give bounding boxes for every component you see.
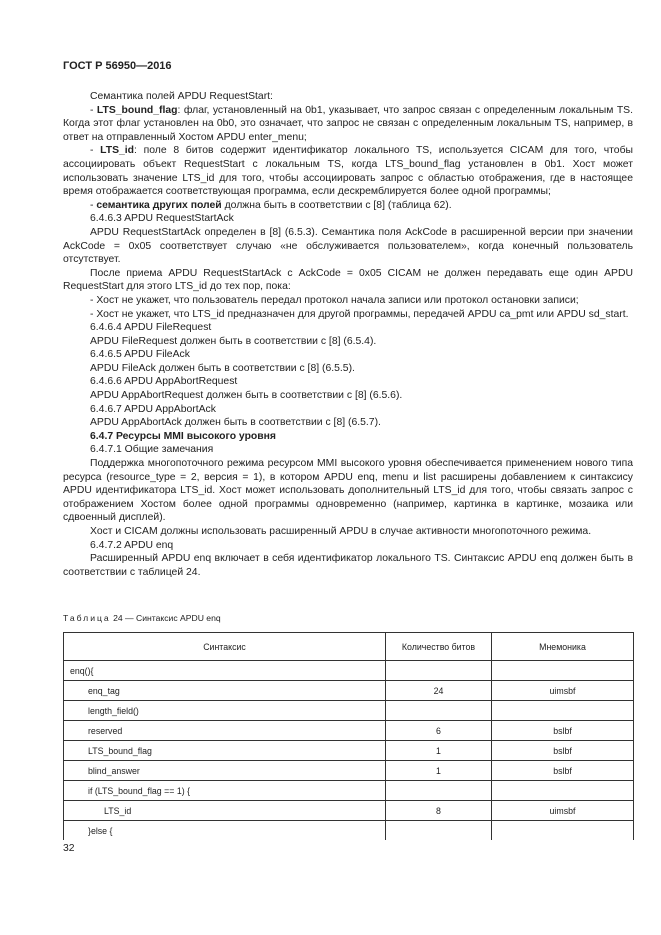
- page-number: 32: [63, 843, 75, 854]
- paragraph-text: Хост и CICAM должны использовать расширенный APDU в случае активности многопоточного режима.: [90, 526, 592, 537]
- paragraph-text: 6.4.6.4 APDU FileRequest: [90, 322, 212, 334]
- paragraph-text: 6.4.6.7 APDU AppAbortAck: [90, 403, 216, 415]
- paragraph: [63, 226, 633, 267]
- paragraph: [63, 375, 633, 389]
- cell-bits: [386, 781, 492, 801]
- table-row: [64, 701, 634, 721]
- paragraph-text: - Хост не укажет, что пользователь передал протокол начала записи или протокол остановки записи;: [90, 294, 579, 306]
- header-mnemonic: Мнемоника: [492, 633, 634, 661]
- paragraph-text: : поле 8 битов содержит идентификатор локального TS, используется CICAM для того, чтобы ассоциировать объект RequestStart с локальным TS, когда LTS_bound_flag установлен в 0b1. Хост может использовать значение LTS_id для того, чтобы ассоциировать запрос с областью отображения, где в настоящее время отображается соответствующая программа, если дескремблируется более одной программы;: [63, 145, 633, 198]
- paragraph-text: APDU FileAck должен быть в соответствии с [8] (6.5.5).: [90, 362, 355, 374]
- cell-bits: 6: [386, 721, 492, 741]
- cell-syntax: }else {: [64, 821, 386, 841]
- paragraph-text: После приема APDU RequestStartAck с AckCode = 0x05 CICAM не должен передавать еще один APDU RequestStart для этого LTS_id до тех пор, пока:: [63, 267, 633, 293]
- bold-term: LTS_id: [100, 145, 135, 157]
- cell-bits: 24: [386, 681, 492, 701]
- table-row: [64, 821, 634, 841]
- paragraph: [63, 552, 633, 579]
- header-bits: Количество битов: [386, 633, 492, 661]
- paragraph-text: 6.4.6.5 APDU FileAck: [90, 349, 190, 361]
- paragraph: [63, 104, 633, 145]
- cell-syntax: LTS_bound_flag: [64, 741, 386, 761]
- cell-mnem: bslbf: [492, 761, 634, 781]
- cell-syntax: if (LTS_bound_flag == 1) {: [64, 781, 386, 801]
- paragraph: [63, 457, 633, 525]
- paragraph-text: : флаг, установленный на 0b1, указывает, что запрос связан с определенным локальным TS. Когда этот флаг установлен на 0b0, это означает, что запрос не связан с определенным локальным TS, например, в ответ на отправленный Хостом APDU enter_menu;: [63, 104, 633, 143]
- cell-mnem: [492, 781, 634, 801]
- cell-syntax: enq(){: [64, 661, 386, 681]
- cell-syntax: enq_tag: [64, 681, 386, 701]
- cell-mnem: [492, 701, 634, 721]
- caption-label: Таблица: [63, 613, 111, 623]
- paragraph: [63, 90, 633, 104]
- paragraph: [63, 212, 633, 226]
- cell-syntax: length_field(): [64, 701, 386, 721]
- cell-syntax: blind_answer: [64, 761, 386, 781]
- paragraph: [63, 267, 633, 294]
- paragraph: [63, 430, 633, 444]
- paragraph-text: Семантика полей APDU RequestStart:: [90, 91, 273, 102]
- table-row: [64, 681, 634, 701]
- cell-mnem: uimsbf: [492, 801, 634, 821]
- cell-bits: [386, 661, 492, 681]
- cell-bits: 1: [386, 761, 492, 781]
- table-row: [64, 741, 634, 761]
- cell-bits: 8: [386, 801, 492, 821]
- table-row: [64, 721, 634, 741]
- bold-term: семантика других полей: [96, 199, 222, 211]
- table-caption: [63, 613, 221, 623]
- paragraph: [63, 308, 633, 322]
- paragraph-text: APDU AppAbortRequest должен быть в соответствии с [8] (6.5.6).: [90, 390, 403, 402]
- paragraph: [63, 335, 633, 349]
- paragraph: [63, 321, 633, 335]
- paragraph-text: Расширенный APDU enq включает в себя идентификатор локального TS. Синтаксис APDU enq должен быть в соответствии с таблицей 24.: [63, 553, 633, 578]
- header-syntax: Синтаксис: [64, 633, 386, 661]
- paragraph-text: - Хост не укажет, что LTS_id предназначен для другой программы, передачей APDU ca_pmt или APDU sd_start.: [90, 308, 629, 320]
- cell-mnem: [492, 821, 634, 841]
- paragraph-text: 6.4.7.2 APDU enq: [90, 539, 174, 551]
- bullet: -: [90, 145, 101, 157]
- table-row: [64, 661, 634, 681]
- cell-mnem: uimsbf: [492, 681, 634, 701]
- cell-syntax: LTS_id: [64, 801, 386, 821]
- paragraph-text: должна быть в соответствии с [8] (таблица 62).: [221, 199, 452, 211]
- paragraph: [63, 389, 633, 403]
- table-row: [64, 761, 634, 781]
- paragraph: [63, 525, 633, 539]
- bold-term: 6.4.7 Ресурсы MMI высокого уровня: [90, 430, 276, 442]
- table-row: [64, 781, 634, 801]
- paragraph-text: 6.4.6.3 APDU RequestStartAck: [90, 213, 234, 225]
- bullet: -: [90, 104, 97, 116]
- paragraph: [63, 348, 633, 362]
- cell-bits: [386, 701, 492, 721]
- paragraph: [63, 416, 633, 430]
- paragraph: [63, 539, 633, 553]
- paragraph-text: 6.4.6.6 APDU AppAbortRequest: [90, 376, 238, 388]
- paragraph: [63, 362, 633, 376]
- paragraph-text: Поддержка многопоточного режима ресурсом MMI высокого уровня обеспечивается применением нового типа ресурса (resource_type = 2, версия = 1), в котором APDU enq, menu и list расширены добавлением к синтаксису APDU идентификатора LTS_id. Хост может использовать дополнительный LTS_id для того, чтобы связать запрос с отображением Хостом более одной программы одновременно (например, картинка в картинке, мозаика или сдвоенный дисплей).: [63, 458, 633, 524]
- document-header: ГОСТ Р 56950—2016: [63, 60, 172, 72]
- bullet: -: [90, 199, 97, 211]
- paragraph: [63, 443, 633, 457]
- paragraph-text: APDU RequestStartAck определен в [8] (6.5.3). Семантика поля AckCode в расширенной версии при значении AckCode = 0x05 соответствует случаю «не обслуживается пользователем», когда конечный пользователь отсутствует.: [63, 226, 633, 266]
- paragraph: [63, 294, 633, 308]
- caption-text: 24 — Синтаксис APDU enq: [110, 613, 221, 623]
- cell-mnem: bslbf: [492, 721, 634, 741]
- paragraph: [63, 199, 633, 213]
- syntax-table: [63, 632, 634, 840]
- bold-term: LTS_bound_flag: [96, 104, 178, 116]
- cell-mnem: bslbf: [492, 741, 634, 761]
- paragraph-text: 6.4.7.1 Общие замечания: [90, 444, 214, 456]
- paragraph: [63, 403, 633, 417]
- cell-bits: [386, 821, 492, 841]
- paragraph-text: APDU AppAbortAck должен быть в соответствии с [8] (6.5.7).: [90, 417, 381, 429]
- cell-mnem: [492, 661, 634, 681]
- cell-bits: 1: [386, 741, 492, 761]
- paragraph: [63, 144, 633, 198]
- cell-syntax: reserved: [64, 721, 386, 741]
- paragraph-text: APDU FileRequest должен быть в соответствии с [8] (6.5.4).: [90, 335, 377, 347]
- table-row: [64, 801, 634, 821]
- document-body: [63, 90, 633, 579]
